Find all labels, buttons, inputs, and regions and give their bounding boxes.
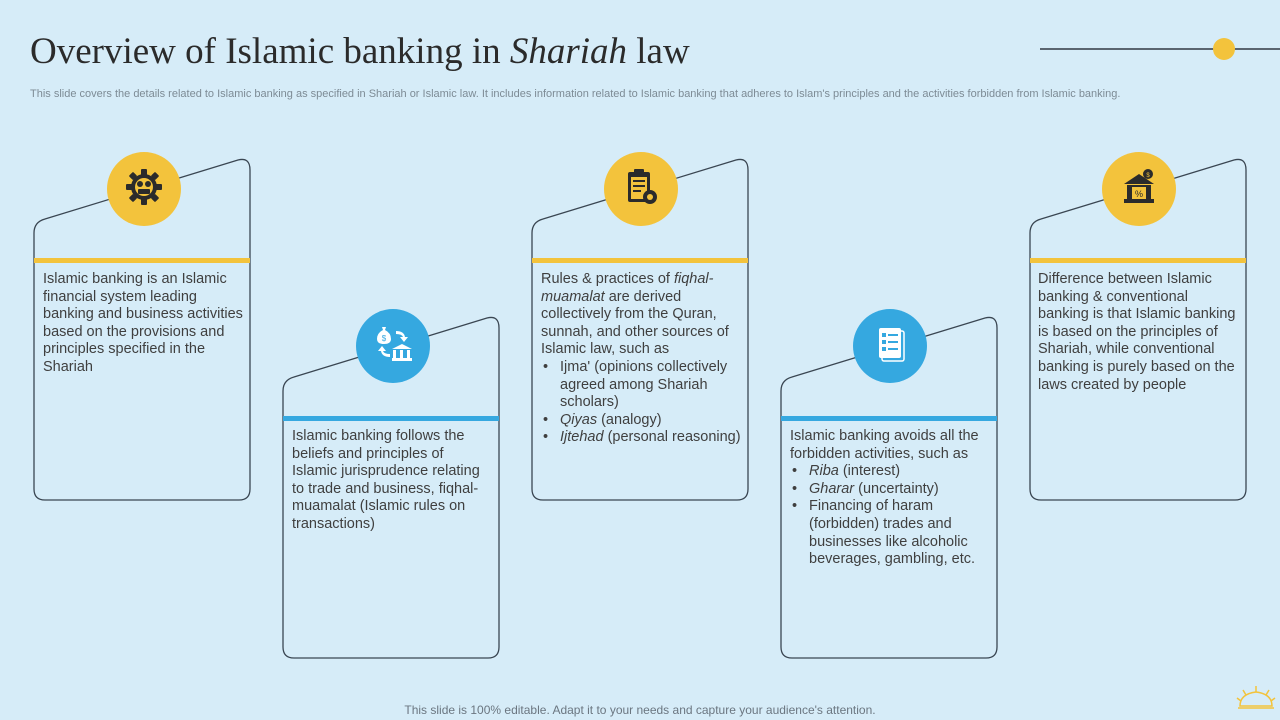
card-1-accent-bar bbox=[34, 258, 250, 263]
card-1-text: Islamic banking is an Islamic financial system leading banking and business activities based on the provisions and principles specified in the Shariah bbox=[43, 271, 243, 375]
card-5-accent-bar bbox=[1030, 258, 1246, 263]
svg-text:$: $ bbox=[1146, 172, 1150, 179]
card-3-accent-bar bbox=[532, 258, 748, 263]
page-title: Overview of Islamic banking in Shariah law bbox=[30, 31, 690, 72]
card-5-text: Difference between Islamic banking & conventional banking is that Islamic banking is based on the principles of Shariah, while conventional banking is purely based on the laws created by people bbox=[1038, 271, 1236, 393]
card-5-icon-badge bbox=[1102, 152, 1176, 226]
card-4-intro: Islamic banking avoids all the forbidden activities, such as bbox=[790, 428, 979, 462]
svg-text:%: % bbox=[1134, 188, 1144, 199]
card-4-icon-badge bbox=[853, 309, 927, 383]
checklist-document-icon bbox=[869, 323, 911, 370]
list-item: • Gharar (uncertainty) bbox=[790, 481, 990, 499]
list-item: • Ijma' (opinions collectively agreed among Shariah scholars) bbox=[541, 359, 741, 412]
card-3-icon-badge bbox=[604, 152, 678, 226]
card-1-icon-badge bbox=[107, 152, 181, 226]
svg-text:$: $ bbox=[381, 333, 387, 343]
gear-money-icon bbox=[123, 166, 165, 213]
card-2-accent-bar bbox=[283, 416, 499, 421]
list-item: • Ijtehad (personal reasoning) bbox=[541, 429, 741, 447]
page-subtitle: This slide covers the details related to Islamic banking as specified in Shariah or Islamic law. It includes information related to Islamic banking that adheres to Islam's principles and the activities forbidden from Islamic banking. bbox=[30, 88, 1121, 100]
clipboard-gear-icon bbox=[620, 166, 662, 213]
card-4-accent-bar bbox=[781, 416, 997, 421]
list-item: • Financing of haram (forbidden) trades and businesses like alcoholic beverages, gambling, etc. bbox=[790, 498, 990, 568]
card-4-text bbox=[790, 428, 990, 569]
list-item: • Qiyas (analogy) bbox=[541, 412, 741, 430]
card-2-icon-badge bbox=[356, 309, 430, 383]
money-bank-exchange-icon bbox=[372, 323, 414, 370]
list-item: • Riba (interest) bbox=[790, 463, 990, 481]
card-3-bullet-list bbox=[541, 359, 741, 447]
card-3-intro: Rules & practices of fiqhal-muamalat are derived collectively from the Quran, sunnah, and other sources of Islamic law, such as bbox=[541, 271, 729, 358]
bank-percent-icon bbox=[1118, 166, 1160, 213]
card-4-bullet-list bbox=[790, 463, 990, 569]
card-2-text: Islamic banking follows the beliefs and principles of Islamic jurisprudence relating to trade and business, fiqhal-muamalat (Islamic rules on transactions) bbox=[292, 428, 480, 532]
card-3-text bbox=[541, 271, 741, 447]
footer-note: This slide is 100% editable. Adapt it to your needs and capture your audience's attention. bbox=[404, 703, 876, 717]
logo-icon bbox=[1236, 682, 1276, 717]
